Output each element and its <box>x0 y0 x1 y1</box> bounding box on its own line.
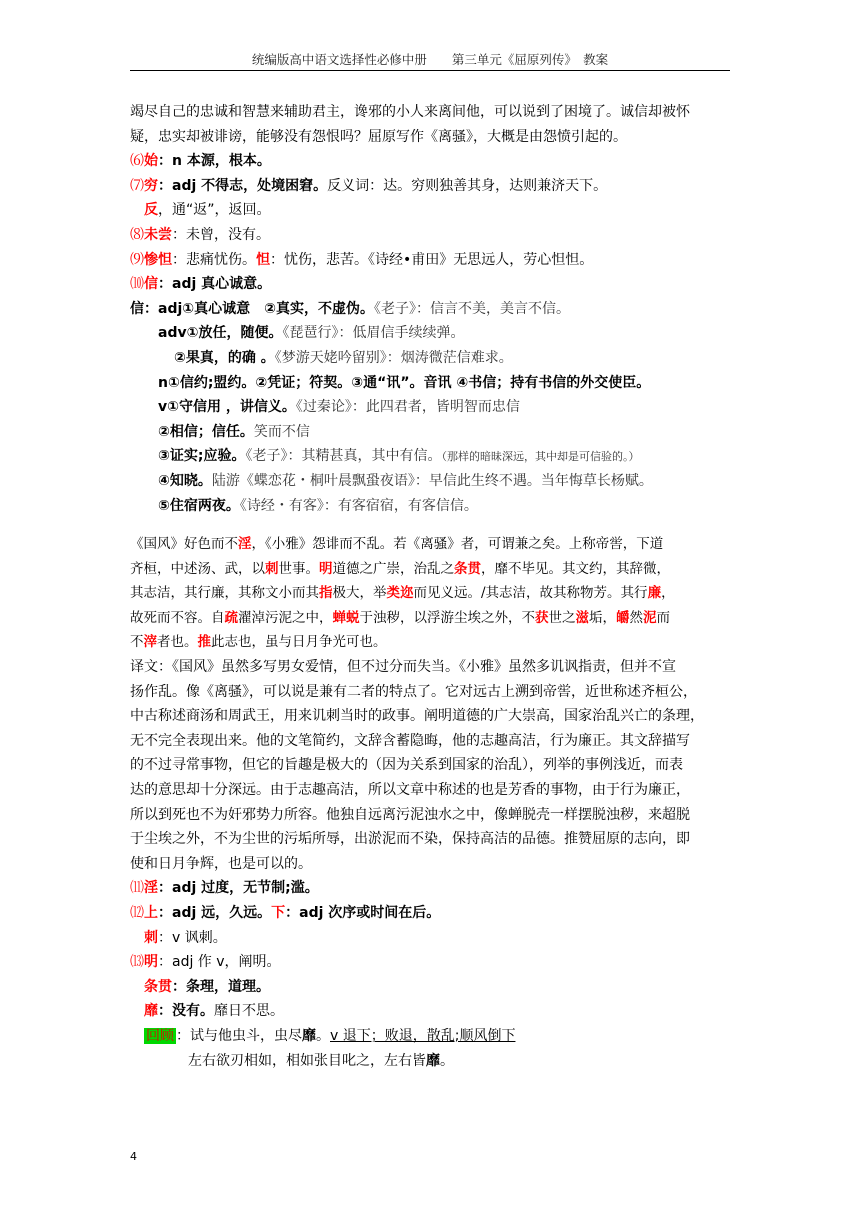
text-run: 然 <box>629 609 643 626</box>
note-term: 信 <box>144 276 158 293</box>
note-definition: ：未曾，没有。 <box>172 226 270 243</box>
text-run: 极大，举 <box>332 585 387 602</box>
header-divider <box>130 70 730 71</box>
note-definition: ：adj 真心诚意。 <box>158 276 272 293</box>
note-fan <box>130 198 730 223</box>
note-term: 靡 <box>144 1003 158 1020</box>
text-run: 不 <box>130 634 144 651</box>
xin-line <box>130 346 730 371</box>
text-run: 世事。 <box>278 560 319 577</box>
note-7 <box>130 174 730 199</box>
classical-text-line <box>130 532 730 557</box>
note-definition: ：n 本源，根本。 <box>158 153 271 170</box>
translation-line: 于尘埃之外，不为尘世的污垢所辱，出淤泥而不染，保持高洁的品德。推赞屈原的志向，即 <box>130 831 690 848</box>
review-text: ：试与他虫斗，虫尽 <box>176 1027 302 1044</box>
note-term: 上 <box>144 905 158 921</box>
key-word: 获 <box>535 609 549 626</box>
text-run: ， <box>661 585 675 602</box>
text-run: 者也。 <box>157 634 198 651</box>
key-word: 皭 <box>616 609 630 626</box>
xin-line <box>130 395 730 420</box>
translation-line: 译文：《国风》虽然多写男女爱情，但不过分而失当。《小雅》虽然多讥讽指责，但并不宣 <box>130 659 676 676</box>
translation-line: 无不完全表现出来。他的文笔简约，文辞含蓄隐晦，他的志趣高洁，行为廉正。其文辞描写 <box>130 732 690 749</box>
note-number: ⑿ <box>130 905 144 921</box>
note-example: 反义词：达。穷则独善其身，达则兼济天下。 <box>327 177 608 194</box>
note-definition: ，通“返”，返回。 <box>158 202 271 219</box>
key-word: 滋 <box>575 609 589 626</box>
classical-text-line <box>130 557 730 582</box>
document-body <box>130 100 730 1073</box>
key-word: 条贯 <box>454 560 481 577</box>
translation-line: 所以到死也不为奸邪势力所容。他独自远离污泥浊水之中，像蝉脱壳一样摆脱浊秽，来超脱 <box>130 806 690 823</box>
note-ci <box>130 926 730 951</box>
review-badge: 回顾 <box>146 1027 174 1044</box>
page-number: 4 <box>130 1150 137 1163</box>
note-11 <box>130 876 730 901</box>
xin-meaning: ③证实;应验。 <box>158 448 246 465</box>
text-run: 《国风》好色而不 <box>130 536 238 553</box>
note-number: ⑾ <box>130 880 144 897</box>
text-run: 于浊秽，以浮游尘埃之外，不 <box>359 609 535 626</box>
xin-line <box>130 469 730 494</box>
classical-text-line <box>130 581 730 606</box>
review-key-word: 靡 <box>302 1027 316 1044</box>
note-term: 穷 <box>144 177 158 194</box>
xin-example: 《梦游天姥吟留别》：烟涛微茫信难求。 <box>274 349 513 366</box>
note-term: 未尝 <box>144 226 172 243</box>
xin-example: 《过秦论》：此四君者，皆明智而忠信 <box>295 399 520 416</box>
note-definition: ：adj 次序或时间在后。 <box>285 905 441 921</box>
text-run: 而见义远。/其志洁，故其称物芳。其行 <box>413 585 648 602</box>
note-6 <box>130 149 730 174</box>
note-10 <box>130 272 730 297</box>
note-definition: ：adj 不得志，处境困窘。 <box>158 177 328 194</box>
key-word: 廉 <box>647 585 662 602</box>
text-run: 其志洁，其行廉，其称文小而其 <box>130 585 319 602</box>
note-definition: ：忧伤，悲苦。《诗经•甫田》无思远人，劳心怛怛。 <box>270 251 594 268</box>
xin-meaning: adv①放任，随便。 <box>158 325 283 342</box>
xin-example: 陆游《蝶恋花・桐叶晨飘蛩夜语》：早信此生终不遇。当年悔草长杨赋。 <box>211 472 653 489</box>
xin-line <box>130 444 730 469</box>
text-run: 世之 <box>548 609 576 626</box>
review-text: 。 <box>316 1027 330 1044</box>
translation-line: 的不过寻常事物，但它的旨趣是极大的（因为关系到国家的治乱），列举的事例浅近，而表 <box>130 757 683 774</box>
note-term: 始 <box>144 153 158 170</box>
page-header: 统编版高中语文选择性必修中册 第三单元《屈原列传》 教案 <box>251 52 609 67</box>
note-definition: ：悲痛忧伤。 <box>172 251 256 268</box>
note-example: 靡日不思。 <box>214 1003 284 1020</box>
note-term: 反 <box>144 202 158 219</box>
note-9 <box>130 248 730 273</box>
key-word: 刺 <box>265 560 279 577</box>
text-run: 齐桓，中述汤、武，以 <box>130 560 265 577</box>
text-run: 濯淖污泥之中， <box>238 609 333 626</box>
xin-meaning: ②果真，的确 。 <box>174 349 275 366</box>
review-key-word: 靡 <box>426 1052 440 1069</box>
note-definition: ：条理，道理。 <box>172 978 270 995</box>
xin-example: 《老子》：信言不美，美言不信。 <box>373 300 570 317</box>
xin-example: 《诗经・有客》：有客宿宿，有客信信。 <box>239 497 478 514</box>
key-word: 明 <box>319 560 333 577</box>
key-word: 蝉蜕 <box>332 609 360 626</box>
key-word: 淫 <box>238 536 252 553</box>
note-definition: ：adj 过度，无节制;滥。 <box>158 880 319 897</box>
xin-meaning: ⑤住宿两夜。 <box>158 497 240 514</box>
key-word: 滓 <box>143 634 157 651</box>
note-term: 惨怛 <box>144 251 172 268</box>
classical-text-line <box>130 606 730 631</box>
xin-line <box>130 297 730 322</box>
spacer <box>130 518 730 532</box>
note-number: ⑺ <box>130 177 144 194</box>
classical-text-line <box>130 630 730 655</box>
text-line: 疑，忠实却被诽谤，能够没有怨恨吗？屈原写作《离骚》，大概是由怨愤引起的。 <box>130 128 627 145</box>
key-word: 类迩 <box>386 585 414 602</box>
note-term: 淫 <box>144 880 158 897</box>
text-run: 故死而不容。自 <box>130 609 225 626</box>
translation-line: 扬作乱。像《离骚》，可以说是兼有二者的特点了。它对远古上溯到帝喾，近世称述齐桓公， <box>130 683 697 700</box>
text-run: 垢， <box>589 609 616 626</box>
xin-example: 《琵琶行》：低眉信手续续弹。 <box>282 325 465 342</box>
xin-meaning: v①守信用 ，讲信义。 <box>158 399 296 416</box>
text-line: 竭尽自己的忠诚和智慧来辅助君主，谗邪的小人来离间他，可以说到了困境了。诚信却被怀 <box>130 104 690 120</box>
note-term: 条贯 <box>144 978 172 995</box>
note-number: ⑹ <box>130 153 144 170</box>
note-definition: ：adj 作 v，阐明。 <box>158 954 281 971</box>
xin-line <box>130 371 730 396</box>
review-text: 。 <box>440 1052 454 1069</box>
xin-gloss: （那样的暗昧深远，其中却是可信验的。） <box>441 450 640 464</box>
key-word: 疏 <box>224 609 238 626</box>
note-definition: ：没有。 <box>158 1003 214 1020</box>
key-word: 泥 <box>643 609 657 626</box>
note-term: 刺 <box>144 929 158 946</box>
xin-line <box>130 321 730 346</box>
note-13 <box>130 950 730 975</box>
note-mi <box>130 999 730 1024</box>
review-definition: v 退下；败退，散乱;顺风倒下 <box>330 1027 516 1044</box>
review-text: 左右欲刃相如，相如张目叱之，左右皆 <box>188 1052 426 1069</box>
text-run: ，靡不毕见。其文约，其辞微， <box>481 560 670 577</box>
xin-meaning: 信：adj①真心诚意 ②真实，不虚伪。 <box>130 300 374 317</box>
xin-line <box>130 420 730 445</box>
xin-meaning: ④知晓。 <box>158 472 212 489</box>
note-tiaoguan <box>130 975 730 1000</box>
note-term: 明 <box>144 954 158 971</box>
text-run: 此志也，虽与日月争光可也。 <box>211 634 387 651</box>
xin-example: 笑而不信 <box>253 423 310 440</box>
translation-line: 使和日月争辉，也是可以的。 <box>130 855 312 872</box>
note-8 <box>130 223 730 248</box>
note-number: ⒀ <box>130 954 144 971</box>
note-definition: ：v 讽刺。 <box>158 929 227 946</box>
review-line <box>130 1049 730 1074</box>
xin-meaning: n①信约;盟约。②凭证；符契。③通“讯”。音讯 ④书信；持有书信的外交使臣。 <box>158 374 651 391</box>
review-line <box>130 1024 730 1049</box>
text-run: ，《小雅》怨诽而不乱。若《离骚》者，可谓兼之矣。上称帝喾，下道 <box>251 536 664 553</box>
note-definition: ：adj 远，久远。 <box>158 905 272 921</box>
text-run: 而 <box>656 609 670 626</box>
xin-example: 《老子》：其精甚真，其中有信。 <box>245 448 442 465</box>
note-number: ⑽ <box>130 276 144 293</box>
xin-line <box>130 494 730 519</box>
text-run: 道德之广崇，治乱之 <box>332 560 454 577</box>
key-word: 推 <box>197 634 211 651</box>
translation-line: 中古称述商汤和周武王，用来讥刺当时的政事。阐明道德的广大崇高，国家治乱兴亡的条理， <box>130 708 704 725</box>
translation-line: 达的意思却十分深远。由于志趣高洁，所以文章中称述的也是芳香的事物，由于行为廉正， <box>130 782 690 799</box>
note-12 <box>130 901 730 926</box>
note-term: 怛 <box>256 251 270 268</box>
note-number: ⑻ <box>130 226 144 243</box>
note-number: ⑼ <box>130 251 144 268</box>
note-term: 下 <box>271 905 286 921</box>
xin-meaning: ②相信；信任。 <box>158 423 254 440</box>
key-word: 指 <box>319 585 333 602</box>
